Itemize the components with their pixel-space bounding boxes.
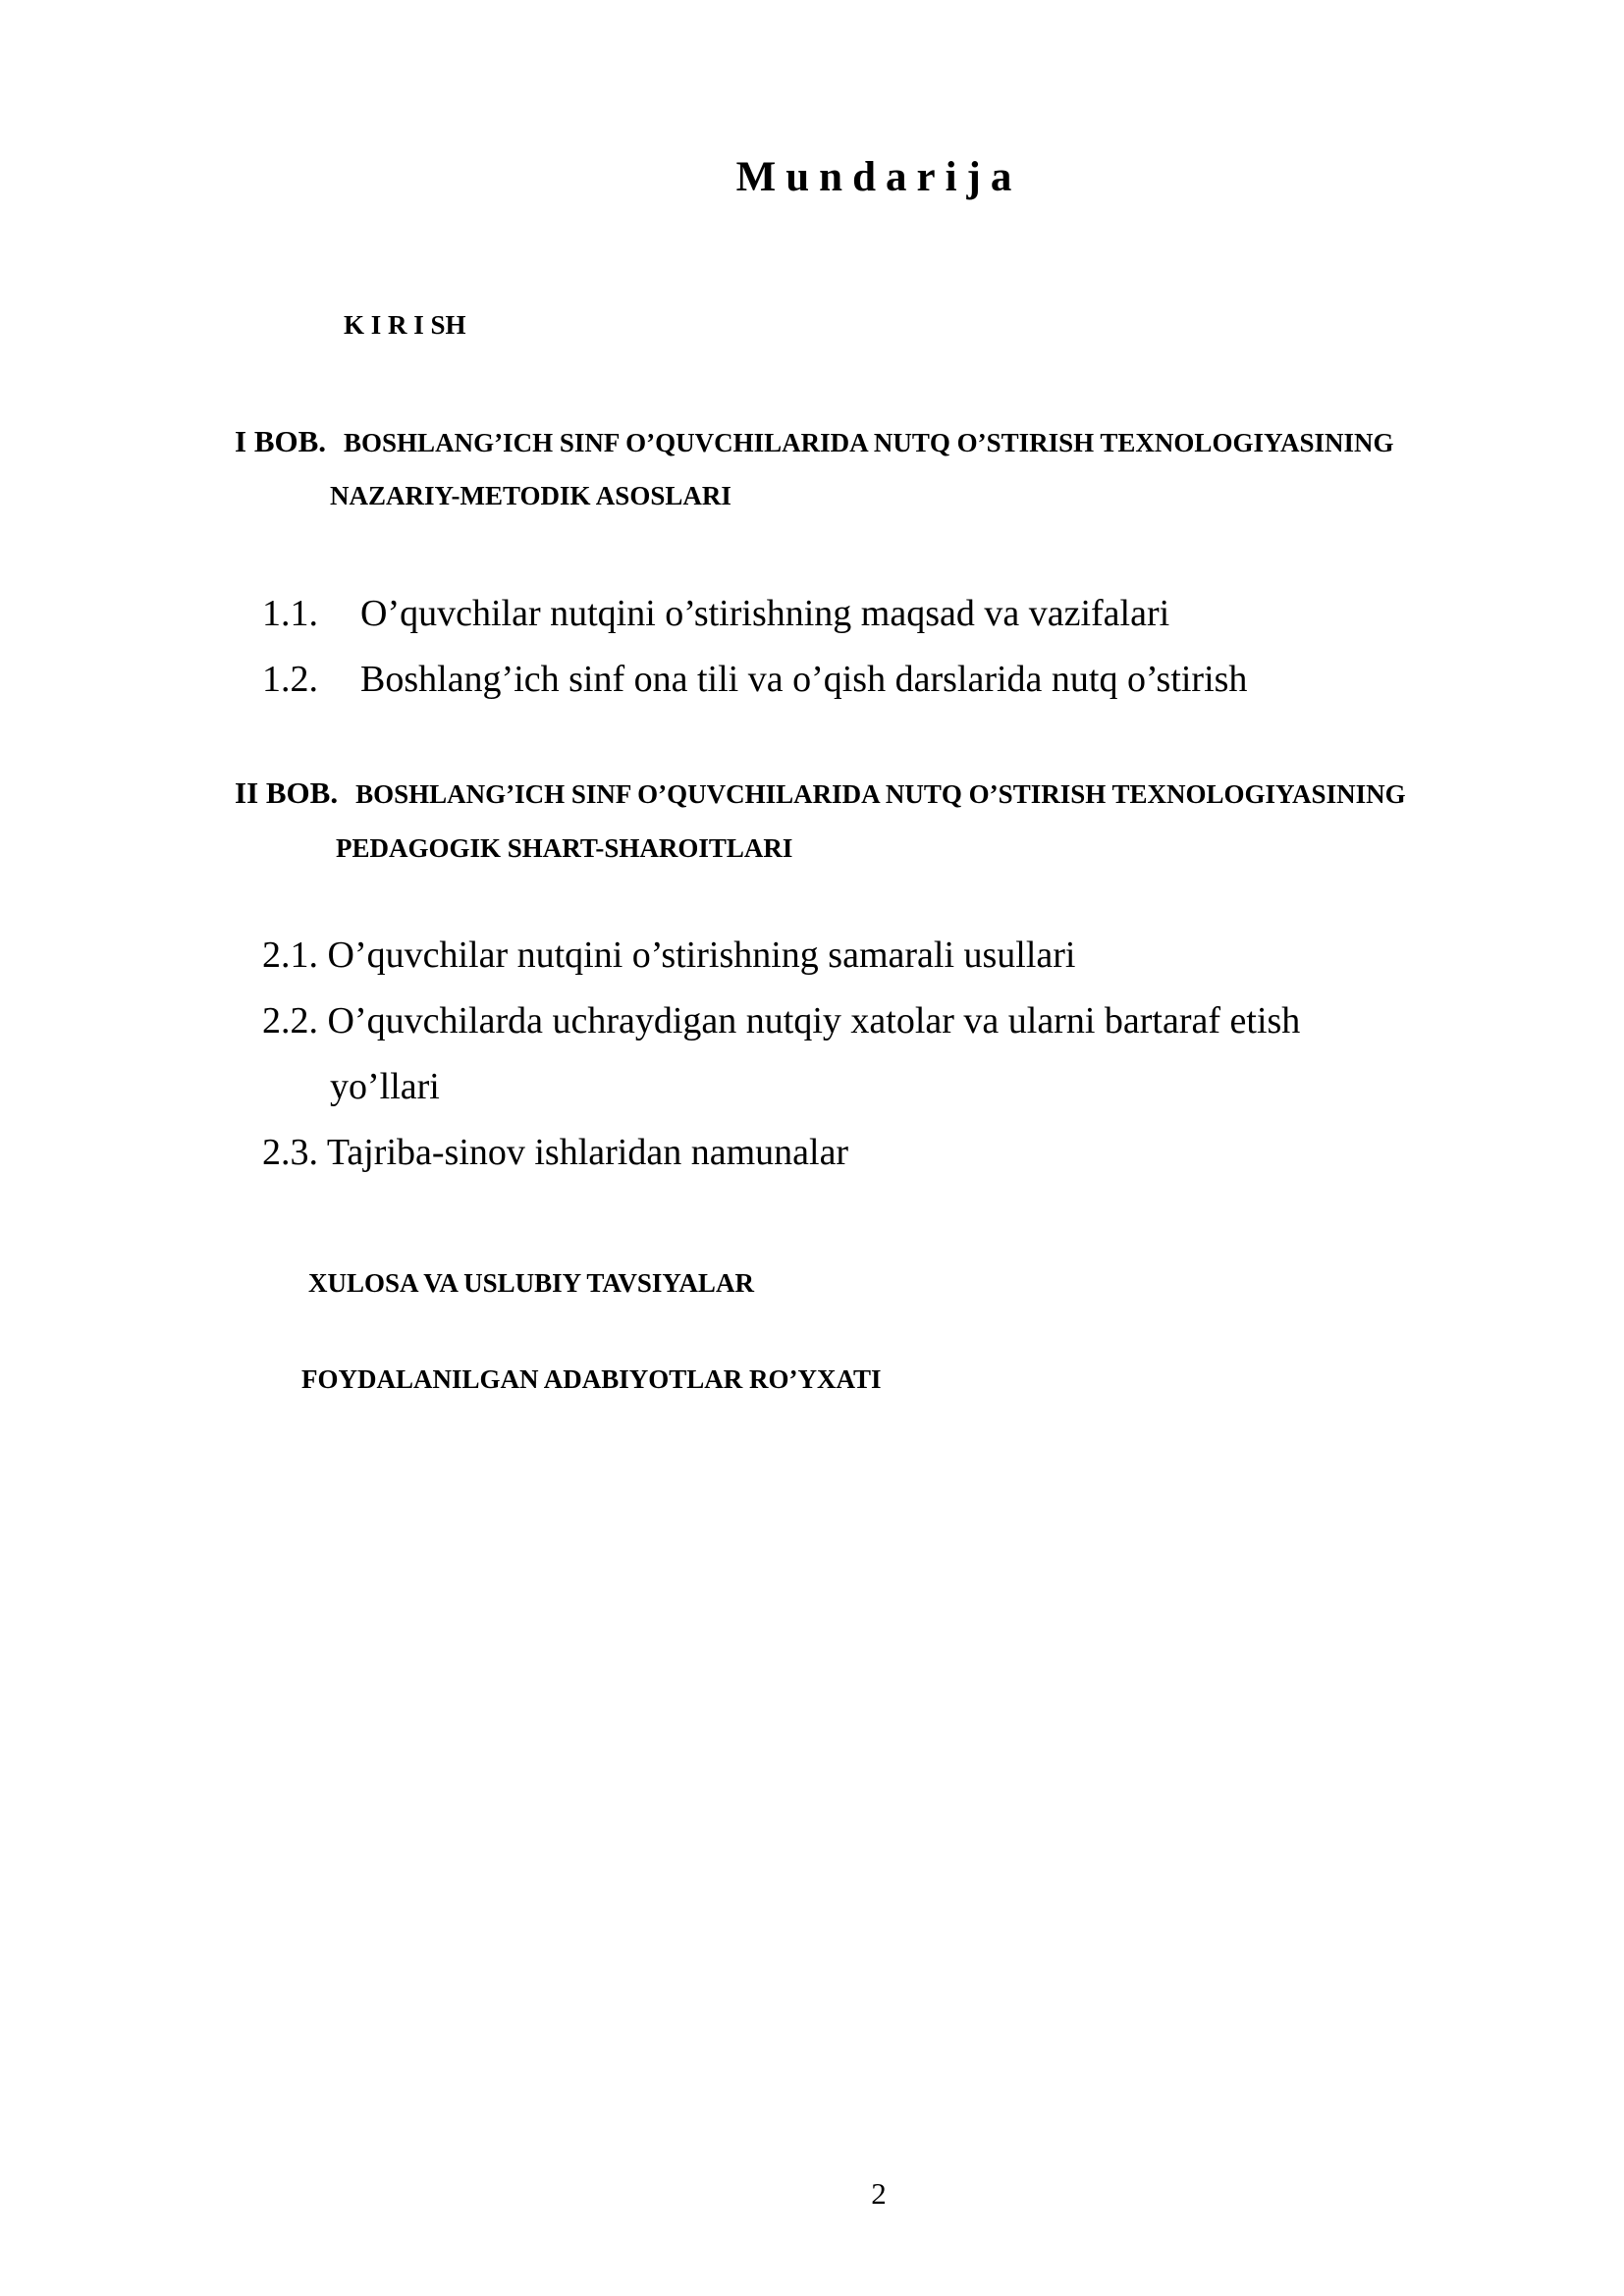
toc-item-2-1: 2.1. O’quvchilar nutqini o’stirishning samarali usullari (262, 934, 1076, 976)
chapter-1-title-line2: NAZARIY-METODIK ASOSLARI (330, 481, 731, 510)
toc-item-text: O’quvchilar nutqini o’stirishning maqsad va vazifalari (360, 593, 1170, 634)
toc-item-text: Boshlang’ich sinf ona tili va o’qish darslarida nutq o’stirish (360, 659, 1248, 700)
toc-item-number: 1.1. (262, 593, 318, 634)
chapter-2-title-line1: BOSHLANG’ICH SINF O’QUVCHILARIDA NUTQ O’STIRISH TEXNOLOGIYASINING (355, 779, 1406, 809)
toc-item-1-1 (262, 592, 1169, 635)
chapter-2-title-line2: PEDAGOGIK SHART-SHAROITLARI (336, 833, 793, 863)
introduction-heading: K I R I SH (344, 310, 466, 340)
toc-item-number: 1.2. (262, 659, 318, 700)
toc-item-2-2-continuation: yo’llari (330, 1066, 440, 1107)
chapter-1-label: I BOB. (235, 424, 327, 458)
toc-item-2-3: 2.3. Tajriba-sinov ishlaridan namunalar (262, 1132, 849, 1173)
chapter-2-heading (235, 775, 1406, 811)
conclusion-heading: XULOSA VA USLUBIY TAVSIYALAR (308, 1268, 754, 1298)
toc-item-1-2 (262, 658, 1247, 701)
chapter-1-heading (235, 424, 1394, 459)
page-number: 2 (871, 2176, 887, 2211)
references-heading: FOYDALANILGAN ADABIYOTLAR RO’YXATI (301, 1364, 882, 1394)
chapter-1-title-line1: BOSHLANG’ICH SINF O’QUVCHILARIDA NUTQ O’STIRISH TEXNOLOGIYASINING (344, 428, 1394, 457)
page-title: Mundarija (735, 154, 1022, 200)
toc-item-2-2: 2.2. O’quvchilarda uchraydigan nutqiy xatolar va ularni bartaraf etish (262, 1000, 1301, 1041)
chapter-2-label: II BOB. (235, 775, 339, 810)
